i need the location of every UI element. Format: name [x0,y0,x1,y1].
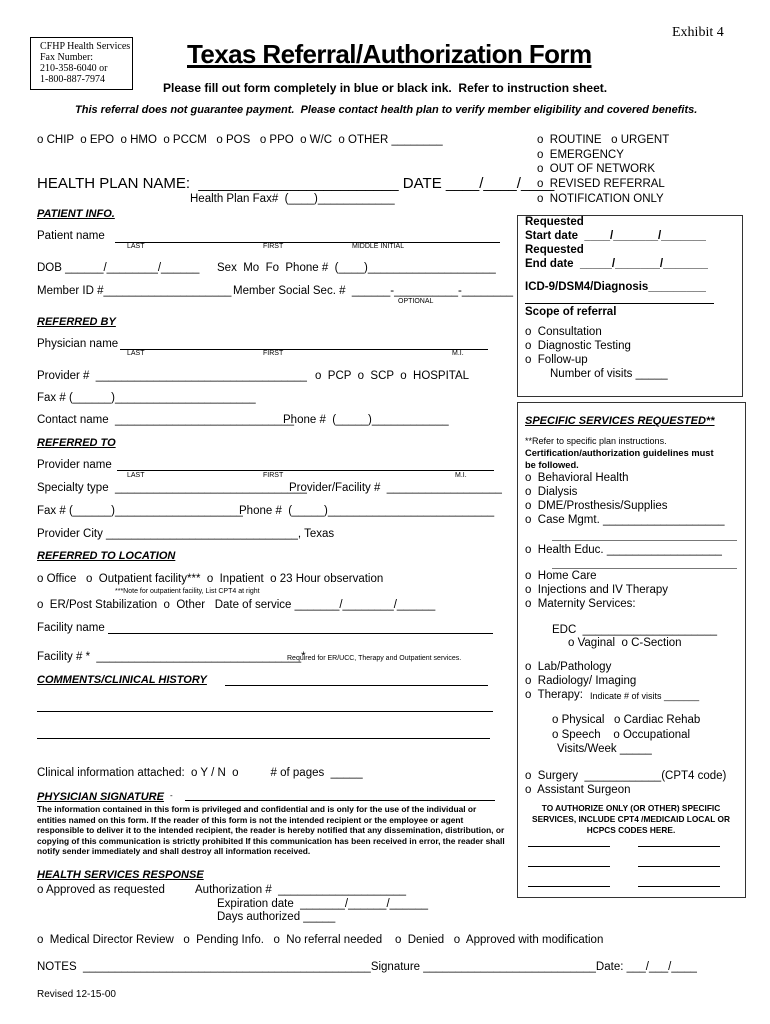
physician-signature-heading: PHYSICIAN SIGNATURE [37,791,164,803]
service-option[interactable]: o Behavioral Health [525,472,629,484]
sublabel-last: LAST [127,243,145,250]
priority-option[interactable]: o NOTIFICATION ONLY [537,193,664,205]
service-option[interactable]: o Injections and IV Therapy [525,584,668,596]
provider-number-field[interactable]: Provider # _________________________________ [37,370,307,382]
certification-note: be followed. [525,460,579,470]
location-options-2[interactable]: o ER/Post Stabilization o Other Date of service _______/________/______ [37,599,436,611]
disclaimer-text: This referral does not guarantee payment. Please contact health plan to verify member eligibility and covered benefits. [75,104,698,116]
edc-field[interactable]: EDC _____________________ [552,624,717,636]
clinical-info-attached-field[interactable]: Clinical information attached: o Y / N o # of pages _____ [37,767,363,779]
visits-per-week-field[interactable]: Visits/Week _____ [557,743,652,755]
plan-type-options[interactable]: o CHIP o EPO o HMO o PCCM o POS o PPO o W/C o OTHER ________ [37,134,443,146]
service-option[interactable]: o DME/Prosthesis/Supplies [525,500,668,512]
priority-option[interactable]: o ROUTINE o URGENT [537,134,670,146]
member-id-field[interactable]: Member ID #____________________ [37,285,232,297]
location-heading: REFERRED TO LOCATION [37,550,176,562]
exhibit-label: Exhibit 4 [672,25,724,40]
dob-field[interactable]: DOB ______/________/______ [37,262,200,274]
scope-option[interactable]: o Follow-up [525,354,588,366]
provider-city-field[interactable]: Provider City ______________________________, Texas [37,528,335,540]
therapy-type-options[interactable]: o Physical o Cardiac Rehab [552,714,701,726]
provider-name-input[interactable] [117,470,494,471]
referring-fax-field[interactable]: Fax # (______)______________________ [37,392,256,404]
sublabel-first: FIRST [263,350,284,357]
revision-label: Revised 12-15-00 [37,989,116,1000]
confidentiality-notice: The information contained in this form is privileged and confidential and is only for the use of the individual or entities named on this form. If the reader of this form is not the intended recipient or the employee or agent responsible to deliver it to the intended recipient, the reader is hereby notified that any dissemination, distribution, or copying of this communication is strictly prohibited If this communication has been received in error, the reader shall notify sender immediately and shall destroy all information received. [37,804,505,857]
health-educ-input-line[interactable] [552,568,737,569]
patient-name-label: Patient name [37,230,105,242]
facility-name-label: Facility name [37,622,105,634]
priority-option[interactable]: o OUT OF NETWORK [537,163,655,175]
service-option[interactable]: o Case Mgmt. ___________________ [525,514,725,526]
end-date-field[interactable]: End date _____/_______/_______ [525,258,708,270]
number-of-visits-field[interactable]: Number of visits _____ [550,368,668,380]
signature-dash: - [170,791,173,800]
therapy-visits-field[interactable]: Indicate # of visits _______ [590,691,700,701]
start-date-field[interactable]: Start date ____/_______/_______ [525,230,706,242]
service-option[interactable]: o Radiology/ Imaging [525,675,637,687]
sublabel-mi: M.I. [455,472,467,479]
service-option[interactable]: o Maternity Services: [525,598,636,610]
specialty-type-field[interactable]: Specialty type ______________________________ [37,482,307,494]
physician-name-input[interactable] [120,349,488,350]
referred-to-heading: REFERRED TO [37,437,116,449]
therapy-option[interactable]: o Therapy: [525,689,583,701]
scope-option[interactable]: o Diagnostic Testing [525,340,631,352]
service-option[interactable]: o Health Educ. __________________ [525,544,722,556]
code-input-line[interactable] [638,846,720,847]
service-option[interactable]: o Dialysis [525,486,578,498]
sublabel-first: FIRST [263,472,284,479]
requested-label: Requested [525,216,584,228]
refer-note: **Refer to specific plan instructions. [525,436,667,446]
sex-phone-field[interactable]: Sex Mo Fo Phone # (____)____________________ [217,262,496,274]
code-input-line[interactable] [638,886,720,887]
priority-option[interactable]: o REVISED REFERRAL [537,178,665,190]
comments-heading: COMMENTS/CLINICAL HISTORY [37,674,207,686]
patient-name-input[interactable] [115,242,500,243]
surgery-field[interactable]: o Surgery ____________(CPT4 code) [525,770,727,782]
fax-box-line: 210-358-6040 or [40,63,108,74]
optional-label: OPTIONAL [398,298,434,305]
sublabel-mi: M.I. [452,350,464,357]
health-services-response-heading: HEALTH SERVICES RESPONSE [37,869,204,881]
comments-input-line[interactable] [225,685,488,686]
sublabel-last: LAST [127,472,145,479]
code-input-line[interactable] [528,846,610,847]
contact-name-field[interactable]: Contact name ____________________________ [37,414,295,426]
outpatient-note: ***Note for outpatient facility, List CPT4 at right [115,588,260,595]
facility-name-input[interactable] [108,633,493,634]
diagnosis-input-line[interactable] [525,303,714,304]
service-option[interactable]: o Lab/Pathology [525,661,612,673]
response-options[interactable]: o Medical Director Review o Pending Info. o No referral needed o Denied o Approved with modification [37,934,604,946]
service-option[interactable]: o Assistant Surgeon [525,784,631,796]
provider-name-label: Provider name [37,459,112,471]
physician-name-label: Physician name [37,338,119,350]
provider-facility-number-field[interactable]: Provider/Facility # __________________ [289,482,502,494]
fax-box-line: 1-800-887-7974 [40,74,105,85]
diagnosis-field[interactable]: ICD-9/DSM4/Diagnosis_________ [525,281,706,293]
referred-to-phone-field[interactable]: Phone # (_____)__________________________ [239,505,495,517]
code-input-line[interactable] [528,866,610,867]
patient-info-heading: PATIENT INFO. [37,208,115,220]
authorize-codes-note: TO AUTHORIZE ONLY (OR OTHER) SPECIFIC SERVICES, INCLUDE CPT4 /MEDICAID LOCAL OR HCPCS CODES HERE. [532,803,730,835]
health-plan-fax-field[interactable]: Health Plan Fax# (____)____________ [190,193,395,205]
instruction-text: Please fill out form completely in blue or black ink. Refer to instruction sheet. [163,81,608,95]
days-authorized-field[interactable]: Days authorized _____ [217,911,336,923]
certification-note: Certification/authorization guidelines must [525,448,714,458]
priority-option[interactable]: o EMERGENCY [537,149,624,161]
case-mgmt-input-line[interactable] [552,540,737,541]
therapy-type-options[interactable]: o Speech o Occupational [552,729,691,741]
code-input-line[interactable] [528,886,610,887]
sublabel-last: LAST [127,350,145,357]
sublabel-first: FIRST [263,243,284,250]
fax-box-line: CFHP Health Services [40,41,131,52]
delivery-options[interactable]: o Vaginal o C-Section [568,637,682,649]
provider-type-options[interactable]: o PCP o SCP o HOSPITAL [315,370,470,382]
member-ssn-field[interactable]: Member Social Sec. # ______-__________-________ [233,285,514,297]
sublabel-middle: MIDDLE INITIAL [352,243,405,250]
physician-signature-input[interactable] [185,800,495,801]
location-options[interactable]: o Office o Outpatient facility*** o Inpatient o 23 Hour observation [37,573,384,585]
approved-option[interactable]: o Approved as requested [37,884,165,896]
authorization-number-field[interactable]: Authorization # ____________________ [195,884,407,896]
notes-signature-date-field[interactable]: NOTES _____________________________________________Signature ___________________________Date: ___/___/____ [37,961,697,973]
facility-number-field[interactable]: Facility # * ________________________________* [37,651,306,663]
referring-phone-field[interactable]: Phone # (_____)____________ [283,414,449,426]
fax-box-line: Fax Number: [40,52,94,63]
health-plan-name-field[interactable]: HEALTH PLAN NAME: ________________________ DATE ____/____/____ [37,175,555,192]
code-input-line[interactable] [638,866,720,867]
fax-info-box [30,37,133,90]
required-note: Required for ER/UCC, Therapy and Outpatient services. [287,655,462,662]
scope-heading: Scope of referral [525,306,617,318]
expiration-date-field[interactable]: Expiration date _______/______/______ [217,898,429,910]
referred-to-fax-field[interactable]: Fax # (______)____________________ [37,505,243,517]
requested-label: Requested [525,244,584,256]
scope-option[interactable]: o Consultation [525,326,602,338]
form-title: Texas Referral/Authorization Form [187,39,592,69]
service-option[interactable]: o Home Care [525,570,597,582]
comments-input-line[interactable] [37,738,490,739]
specific-services-heading: SPECIFIC SERVICES REQUESTED** [525,415,715,427]
referred-by-heading: REFERRED BY [37,316,116,328]
comments-input-line[interactable] [37,711,493,712]
